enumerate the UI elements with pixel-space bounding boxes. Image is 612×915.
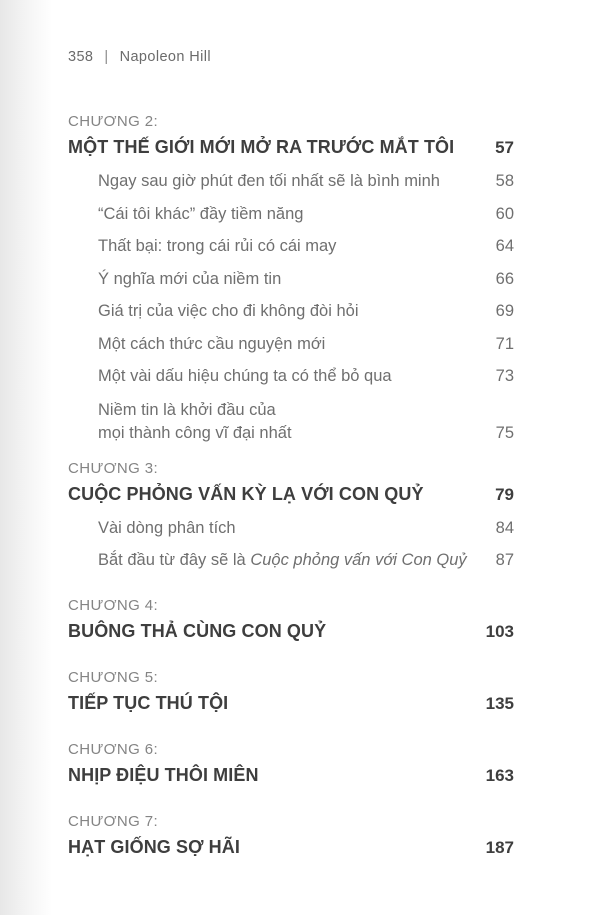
chapter-label: CHƯƠNG 6: <box>68 740 159 758</box>
toc-entry-page: 75 <box>495 424 514 442</box>
chapter-page-number: 79 <box>495 484 514 504</box>
header-separator: | <box>104 49 109 65</box>
toc-chapter-5 <box>68 668 514 716</box>
header-book-title: Napoleon Hill <box>119 49 212 65</box>
toc-entry-page: 64 <box>495 237 514 255</box>
chapter-label: CHƯƠNG 2: <box>68 113 159 130</box>
toc-entry <box>98 366 514 388</box>
chapter-page-number: 163 <box>485 765 514 785</box>
toc-entry <box>98 399 514 445</box>
chapter-title: HẠT GIỐNG SỢ HÃI <box>68 836 240 857</box>
chapter-title: BUÔNG THẢ CÙNG CON QUỶ <box>68 620 327 641</box>
toc-entry-page: 84 <box>495 518 514 537</box>
chapter-label: CHƯƠNG 7: <box>68 812 159 830</box>
chapter-title-row <box>68 135 514 160</box>
chapter-title: NHỊP ĐIỆU THÔI MIÊN <box>68 764 259 785</box>
toc-entry-text-prefix: Bắt đầu từ đây sẽ là <box>98 551 251 569</box>
toc-entry <box>98 301 514 323</box>
toc-entry <box>98 236 514 258</box>
page-content <box>68 0 514 860</box>
chapter-title-row <box>68 482 514 507</box>
toc-chapter-6 <box>68 740 514 788</box>
header-page-number: 358 <box>68 49 94 65</box>
chapter-title-row <box>68 763 514 788</box>
chapter-title-row <box>68 691 514 716</box>
toc-chapter-2 <box>68 112 514 445</box>
toc-entry-page: 66 <box>495 269 514 288</box>
toc-chapter-4 <box>68 596 514 644</box>
toc-entry-page: 60 <box>495 204 514 223</box>
toc-entry-text <box>98 550 484 572</box>
chapter-title-row <box>68 835 514 860</box>
toc-entry <box>98 269 514 291</box>
toc-entry-text: Vài dòng phân tích <box>98 518 236 537</box>
chapter-label: CHƯƠNG 4: <box>68 596 159 614</box>
chapter-page-number: 57 <box>495 138 514 157</box>
toc-entry-text: Thất bại: trong cái rủi có cái may <box>98 237 337 255</box>
toc-entry-page: 87 <box>495 551 514 569</box>
toc-entry <box>98 334 514 356</box>
toc-entry-text: Giá trị của việc cho đi không đòi hỏi <box>98 302 359 320</box>
toc-entry <box>98 550 514 572</box>
chapter-title: CUỘC PHỎNG VẤN KỲ LẠ VỚI CON QUỶ <box>68 483 424 504</box>
toc-entry-text-italic: Cuộc phỏng vấn với Con Quỷ <box>250 551 467 569</box>
chapter-items <box>68 171 514 445</box>
chapter-title-row <box>68 619 514 644</box>
toc-entry-text-line2: mọi thành công vĩ đại nhất <box>98 423 292 442</box>
toc-entry-text: Một cách thức cầu nguyện mới <box>98 334 326 353</box>
toc-entry <box>98 518 514 540</box>
toc-entry-page: 58 <box>495 172 514 190</box>
toc-entry-page: 73 <box>495 367 514 385</box>
page-spine-shadow <box>0 0 52 915</box>
chapter-label: CHƯƠNG 5: <box>68 668 159 686</box>
toc-entry-text: Một vài dấu hiệu chúng ta có thể bỏ qua <box>98 367 392 385</box>
toc-chapter-3 <box>68 459 514 572</box>
chapter-page-number: 187 <box>485 837 514 857</box>
toc-entry-page: 71 <box>495 334 514 353</box>
chapter-page-number: 103 <box>485 621 514 641</box>
running-header <box>68 48 514 66</box>
chapter-label: CHƯƠNG 3: <box>68 459 159 477</box>
toc-entry-text: “Cái tôi khác” đầy tiềm năng <box>98 204 304 223</box>
chapter-page-number: 135 <box>485 693 514 713</box>
toc-chapter-7 <box>68 812 514 860</box>
toc-entry <box>98 171 514 193</box>
toc-entry-text-line1: Niềm tin là khởi đầu của <box>98 400 276 419</box>
chapter-title: TIẾP TỤC THÚ TỘI <box>68 692 229 713</box>
toc-entry-text: Ngay sau giờ phút đen tối nhất sẽ là bình minh <box>98 172 440 190</box>
chapter-items <box>68 518 514 572</box>
toc-entry-text <box>98 399 484 445</box>
toc-entry-text: Ý nghĩa mới của niềm tin <box>98 269 282 288</box>
toc-entry <box>98 204 514 226</box>
toc-entry-page: 69 <box>495 302 514 320</box>
chapter-title: MỘT THẾ GIỚI MỚI MỞ RA TRƯỚC MẮT TÔI <box>68 137 455 157</box>
